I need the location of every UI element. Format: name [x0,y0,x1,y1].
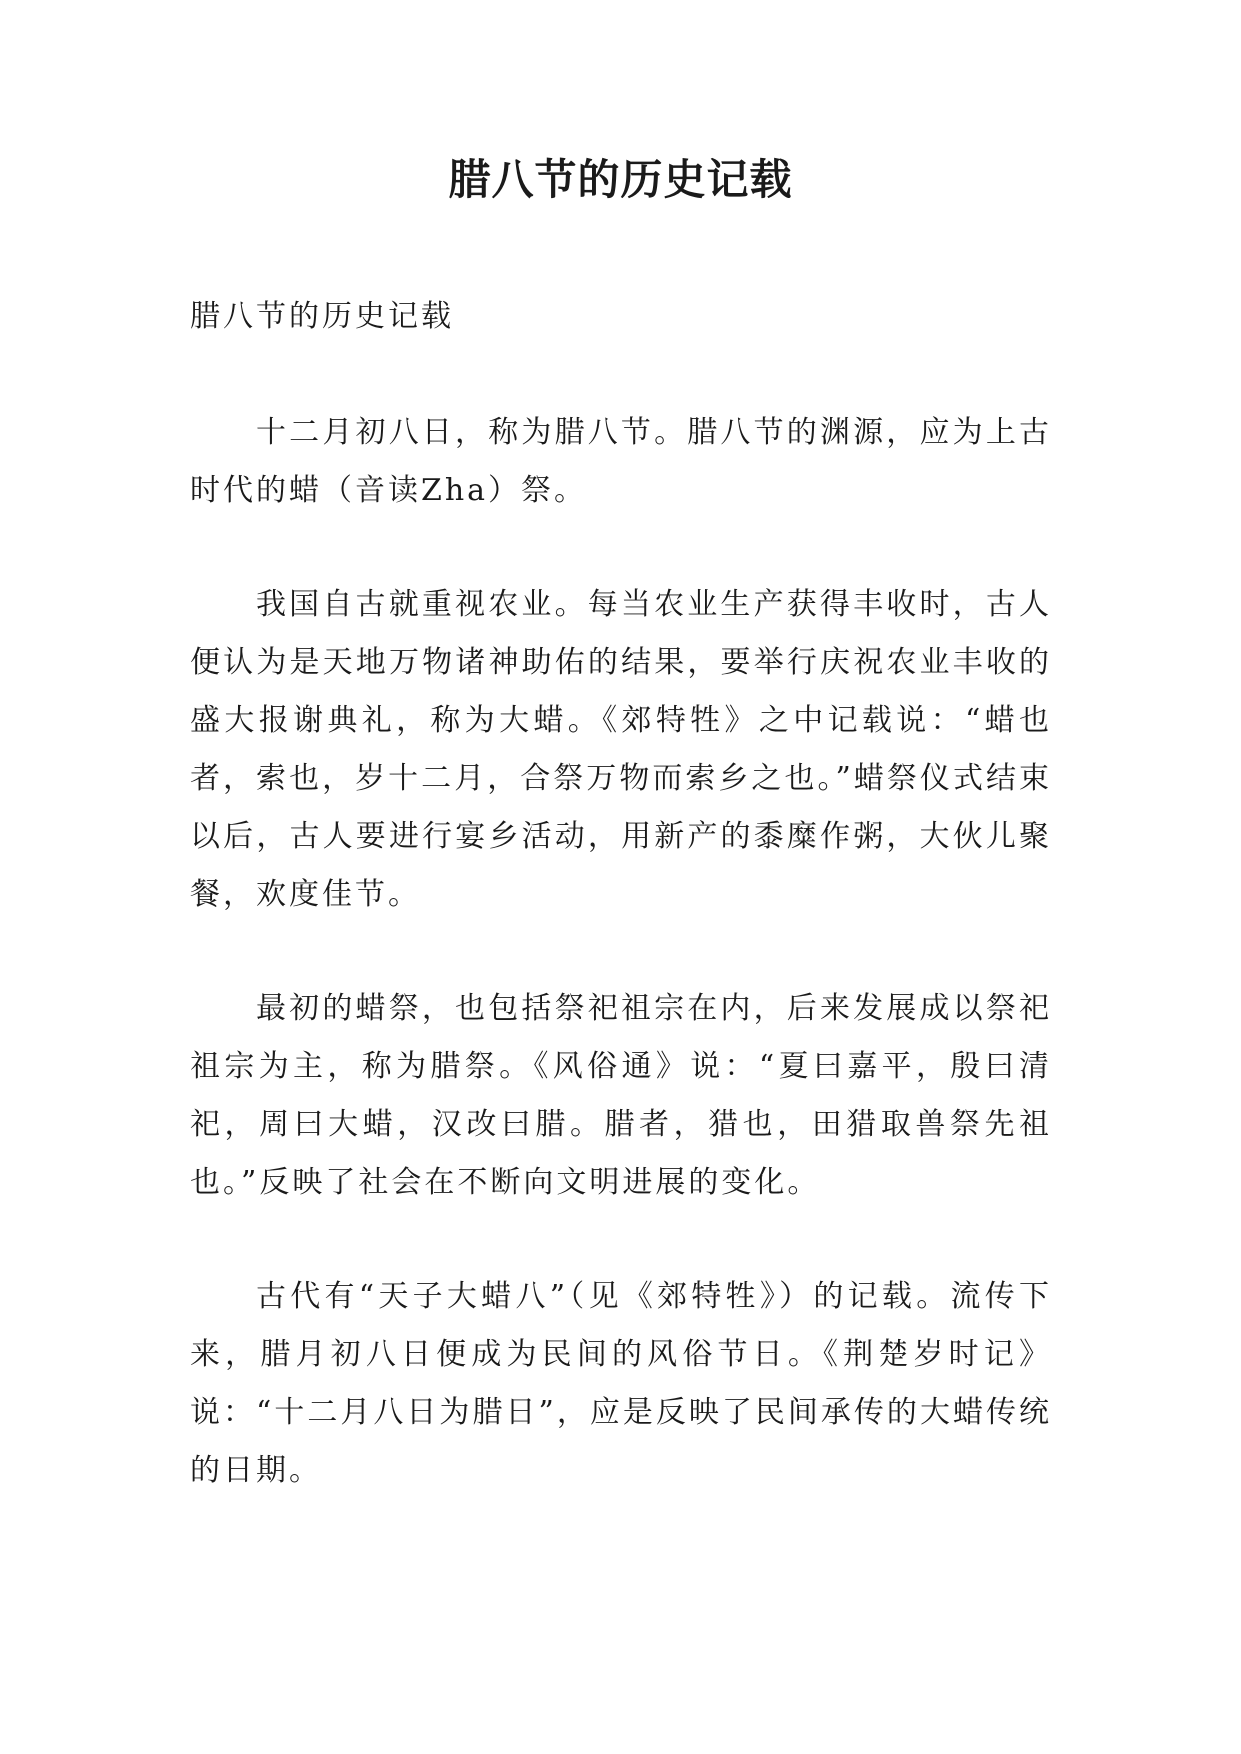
paragraph-1: 十二月初八日，称为腊八节。腊八节的渊源，应为上古时代的蜡（音读Zha）祭。 [190,415,1052,508]
paragraph-2: 我国自古就重视农业。每当农业生产获得丰收时，古人便认为是天地万物诸神助佑的结果，要举行庆祝农业丰收的盛大报谢典礼，称为大蜡。《郊特牲》之中记载说：“蜡也者，索也，岁十二月，合祭万物而索乡之也。”蜡祭仪式结束以后，古人要进行宴乡活动，用新产的黍糜作粥，大伙儿聚餐，欢度佳节。 [190,587,1052,912]
paragraph-3: 最初的蜡祭，也包括祭祀祖宗在内，后来发展成以祭祀祖宗为主，称为腊祭。《风俗通》说：“夏曰嘉平，殷曰清祀，周曰大蜡，汉改曰腊。腊者，猎也，田猎取兽祭先祖也。”反映了社会在不断向文明进展的变化。 [190,991,1052,1200]
paragraph-4: 古代有“天子大蜡八”（见《郊特牲》）的记载。流传下来，腊月初八日便成为民间的风俗节日。《荆楚岁时记》说：“十二月八日为腊日”，应是反映了民间承传的大蜡传统的日期。 [190,1279,1052,1488]
document-title: 腊八节的历史记载 [448,155,793,204]
document-subtitle: 腊八节的历史记载 [190,299,454,334]
